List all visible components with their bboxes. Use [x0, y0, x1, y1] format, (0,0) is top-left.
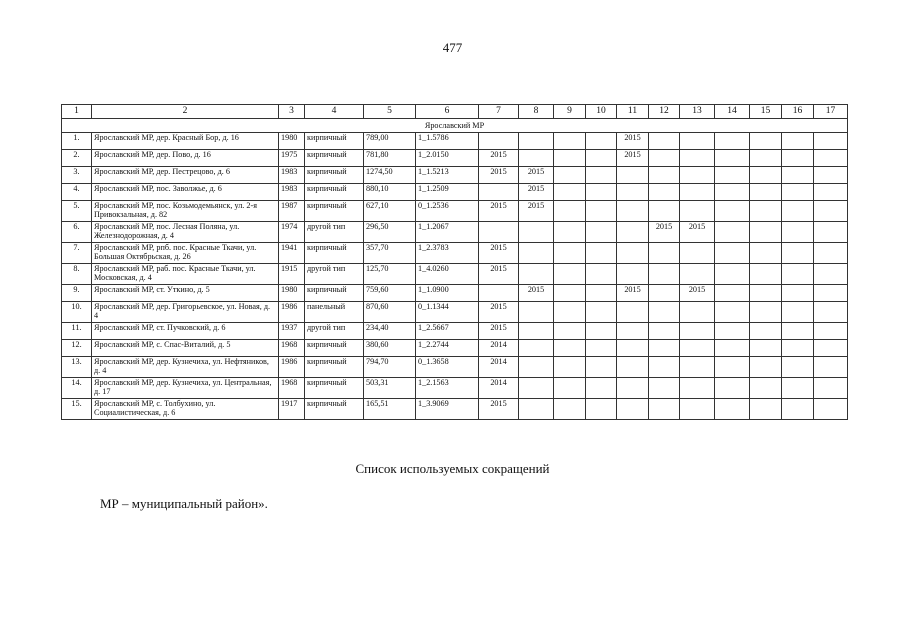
col9-cell [554, 184, 586, 201]
address-cell: Ярославский МР, дер. Пестрецово, д. 6 [92, 167, 279, 184]
col13-cell [680, 378, 715, 399]
col12-cell [649, 264, 680, 285]
col7-cell [479, 133, 519, 150]
col12-cell [649, 201, 680, 222]
material-cell: другой тип [305, 264, 364, 285]
col14-cell [715, 340, 750, 357]
area-cell: 759,60 [364, 285, 416, 302]
col8-cell [519, 302, 554, 323]
col9-cell [554, 150, 586, 167]
col15-cell [750, 243, 782, 264]
col8-cell: 2015 [519, 167, 554, 184]
col11-cell: 2015 [617, 150, 649, 167]
table-row [62, 323, 848, 340]
col8-cell [519, 222, 554, 243]
code-cell: 1_1.2509 [416, 184, 479, 201]
table-body [62, 105, 848, 420]
material-cell: кирпичный [305, 340, 364, 357]
col10-cell [586, 378, 617, 399]
col14-cell [715, 357, 750, 378]
col8-cell: 2015 [519, 184, 554, 201]
year-cell: 1983 [279, 167, 305, 184]
col8-cell [519, 264, 554, 285]
year-cell: 1968 [279, 340, 305, 357]
col14-cell [715, 201, 750, 222]
col9-cell [554, 399, 586, 420]
col17-cell [814, 264, 848, 285]
material-cell: кирпичный [305, 184, 364, 201]
table-row [62, 285, 848, 302]
address-cell: Ярославский МР, дер. Пово, д. 16 [92, 150, 279, 167]
col7-cell: 2015 [479, 323, 519, 340]
col7-cell: 2015 [479, 167, 519, 184]
page-number: 477 [442, 40, 463, 55]
registry-table [61, 104, 848, 420]
col16-cell [782, 184, 814, 201]
col14-cell [715, 378, 750, 399]
col13-cell: 2015 [680, 285, 715, 302]
area-cell: 794,70 [364, 357, 416, 378]
col17-cell [814, 222, 848, 243]
registry-table-wrapper [61, 104, 847, 420]
col7-cell [479, 222, 519, 243]
region-row [62, 119, 848, 133]
col12-cell [649, 184, 680, 201]
col12-cell [649, 340, 680, 357]
col16-cell [782, 357, 814, 378]
address-cell: Ярославский МР, дер. Красный Бор, д. 16 [92, 133, 279, 150]
col9-cell [554, 222, 586, 243]
code-cell: 1_2.2744 [416, 340, 479, 357]
area-cell: 125,70 [364, 264, 416, 285]
code-cell: 0_1.1344 [416, 302, 479, 323]
material-cell: кирпичный [305, 243, 364, 264]
col16-cell [782, 150, 814, 167]
table-row [62, 243, 848, 264]
col7-cell: 2014 [479, 357, 519, 378]
col9-cell [554, 133, 586, 150]
column-header: 9 [554, 105, 586, 119]
col12-cell [649, 302, 680, 323]
year-cell: 1986 [279, 357, 305, 378]
col13-cell [680, 323, 715, 340]
column-header: 15 [750, 105, 782, 119]
col13-cell [680, 243, 715, 264]
material-cell: панельный [305, 302, 364, 323]
material-cell: кирпичный [305, 399, 364, 420]
col11-cell [617, 184, 649, 201]
col15-cell [750, 285, 782, 302]
area-cell: 165,51 [364, 399, 416, 420]
row-number: 1. [62, 133, 92, 150]
col11-cell [617, 357, 649, 378]
col11-cell [617, 340, 649, 357]
col10-cell [586, 357, 617, 378]
area-cell: 503,31 [364, 378, 416, 399]
table-row [62, 184, 848, 201]
col16-cell [782, 201, 814, 222]
col13-cell [680, 150, 715, 167]
col8-cell [519, 133, 554, 150]
col16-cell [782, 378, 814, 399]
col11-cell [617, 378, 649, 399]
col12-cell [649, 243, 680, 264]
address-cell: Ярославский МР, дер. Кузнечиха, ул. Нефтяников, д. 4 [92, 357, 279, 378]
col10-cell [586, 340, 617, 357]
col15-cell [750, 323, 782, 340]
col9-cell [554, 243, 586, 264]
region-label: Ярославский МР [62, 119, 848, 133]
col16-cell [782, 323, 814, 340]
col15-cell [750, 357, 782, 378]
year-cell: 1937 [279, 323, 305, 340]
area-cell: 627,10 [364, 201, 416, 222]
area-cell: 870,60 [364, 302, 416, 323]
col13-cell [680, 302, 715, 323]
code-cell: 1_1.5213 [416, 167, 479, 184]
col15-cell [750, 264, 782, 285]
col7-cell: 2014 [479, 340, 519, 357]
col9-cell [554, 323, 586, 340]
col14-cell [715, 184, 750, 201]
col7-cell: 2015 [479, 264, 519, 285]
col10-cell [586, 323, 617, 340]
col16-cell [782, 222, 814, 243]
col10-cell [586, 285, 617, 302]
table-row [62, 357, 848, 378]
row-number: 8. [62, 264, 92, 285]
col16-cell [782, 302, 814, 323]
code-cell: 0_1.3658 [416, 357, 479, 378]
table-row [62, 201, 848, 222]
col17-cell [814, 323, 848, 340]
row-number: 9. [62, 285, 92, 302]
row-number: 4. [62, 184, 92, 201]
column-header: 12 [649, 105, 680, 119]
col17-cell [814, 167, 848, 184]
address-cell: Ярославский МР, дер. Кузнечиха, ул. Центральная, д. 17 [92, 378, 279, 399]
col7-cell: 2015 [479, 243, 519, 264]
table-row [62, 264, 848, 285]
col12-cell [649, 378, 680, 399]
col16-cell [782, 285, 814, 302]
col14-cell [715, 323, 750, 340]
col10-cell [586, 201, 617, 222]
material-cell: кирпичный [305, 150, 364, 167]
col13-cell [680, 340, 715, 357]
col7-cell: 2014 [479, 378, 519, 399]
col8-cell [519, 399, 554, 420]
col9-cell [554, 285, 586, 302]
code-cell: 0_1.2536 [416, 201, 479, 222]
col13-cell [680, 201, 715, 222]
year-cell: 1983 [279, 184, 305, 201]
code-cell: 1_2.0150 [416, 150, 479, 167]
year-cell: 1987 [279, 201, 305, 222]
col15-cell [750, 167, 782, 184]
col10-cell [586, 133, 617, 150]
area-cell: 880,10 [364, 184, 416, 201]
col9-cell [554, 357, 586, 378]
column-header: 3 [279, 105, 305, 119]
col13-cell: 2015 [680, 222, 715, 243]
area-cell: 380,60 [364, 340, 416, 357]
material-cell: кирпичный [305, 357, 364, 378]
col15-cell [750, 340, 782, 357]
year-cell: 1915 [279, 264, 305, 285]
col15-cell [750, 150, 782, 167]
column-header: 6 [416, 105, 479, 119]
col14-cell [715, 264, 750, 285]
col15-cell [750, 378, 782, 399]
col14-cell [715, 399, 750, 420]
col17-cell [814, 302, 848, 323]
area-cell: 296,50 [364, 222, 416, 243]
col11-cell: 2015 [617, 133, 649, 150]
column-header: 5 [364, 105, 416, 119]
address-cell: Ярославский МР, рпб. пос. Красные Ткачи, ул. Большая Октябрьская, д. 26 [92, 243, 279, 264]
row-number: 11. [62, 323, 92, 340]
col8-cell [519, 243, 554, 264]
column-header: 2 [92, 105, 279, 119]
col11-cell [617, 399, 649, 420]
col8-cell: 2015 [519, 285, 554, 302]
col9-cell [554, 378, 586, 399]
col10-cell [586, 302, 617, 323]
col10-cell [586, 150, 617, 167]
col7-cell: 2015 [479, 201, 519, 222]
year-cell: 1917 [279, 399, 305, 420]
col15-cell [750, 302, 782, 323]
row-number: 5. [62, 201, 92, 222]
code-cell: 1_2.1563 [416, 378, 479, 399]
col15-cell [750, 201, 782, 222]
column-header: 13 [680, 105, 715, 119]
code-cell: 1_2.3783 [416, 243, 479, 264]
code-cell: 1_3.9069 [416, 399, 479, 420]
year-cell: 1980 [279, 285, 305, 302]
col12-cell: 2015 [649, 222, 680, 243]
col11-cell [617, 167, 649, 184]
material-cell: кирпичный [305, 133, 364, 150]
address-cell: Ярославский МР, ст. Уткино, д. 5 [92, 285, 279, 302]
col7-cell: 2015 [479, 302, 519, 323]
col16-cell [782, 264, 814, 285]
col14-cell [715, 222, 750, 243]
area-cell: 1274,50 [364, 167, 416, 184]
address-cell: Ярославский МР, пос. Козьмодемьянск, ул. 2-я Привокзальная, д. 82 [92, 201, 279, 222]
year-cell: 1974 [279, 222, 305, 243]
address-cell: Ярославский МР, с. Спас-Виталий, д. 5 [92, 340, 279, 357]
col17-cell [814, 243, 848, 264]
column-header: 7 [479, 105, 519, 119]
col12-cell [649, 285, 680, 302]
row-number: 2. [62, 150, 92, 167]
row-number: 15. [62, 399, 92, 420]
row-number: 13. [62, 357, 92, 378]
row-number: 14. [62, 378, 92, 399]
col8-cell [519, 340, 554, 357]
col17-cell [814, 150, 848, 167]
col16-cell [782, 167, 814, 184]
col17-cell [814, 201, 848, 222]
col11-cell [617, 222, 649, 243]
col7-cell: 2015 [479, 150, 519, 167]
code-cell: 1_1.5786 [416, 133, 479, 150]
col11-cell [617, 323, 649, 340]
col8-cell [519, 357, 554, 378]
material-cell: кирпичный [305, 201, 364, 222]
year-cell: 1941 [279, 243, 305, 264]
column-header: 4 [305, 105, 364, 119]
col8-cell: 2015 [519, 201, 554, 222]
table-row [62, 133, 848, 150]
address-cell: Ярославский МР, пос. Заволжье, д. 6 [92, 184, 279, 201]
col12-cell [649, 323, 680, 340]
col14-cell [715, 302, 750, 323]
col17-cell [814, 285, 848, 302]
col8-cell [519, 150, 554, 167]
table-row [62, 167, 848, 184]
col16-cell [782, 399, 814, 420]
col14-cell [715, 150, 750, 167]
col9-cell [554, 201, 586, 222]
col10-cell [586, 399, 617, 420]
col10-cell [586, 222, 617, 243]
address-cell: Ярославский МР, дер. Григорьевское, ул. Новая, д. 4 [92, 302, 279, 323]
col7-cell: 2015 [479, 399, 519, 420]
abbreviation-entry: МР – муниципальный район». [100, 496, 268, 511]
table-row [62, 302, 848, 323]
col11-cell [617, 264, 649, 285]
column-header: 1 [62, 105, 92, 119]
col15-cell [750, 222, 782, 243]
year-cell: 1980 [279, 133, 305, 150]
col12-cell [649, 150, 680, 167]
col10-cell [586, 243, 617, 264]
col17-cell [814, 378, 848, 399]
col17-cell [814, 399, 848, 420]
col13-cell [680, 399, 715, 420]
table-row [62, 340, 848, 357]
col14-cell [715, 133, 750, 150]
col14-cell [715, 285, 750, 302]
column-header: 17 [814, 105, 848, 119]
col10-cell [586, 184, 617, 201]
column-header: 14 [715, 105, 750, 119]
col16-cell [782, 340, 814, 357]
col16-cell [782, 243, 814, 264]
material-cell: кирпичный [305, 285, 364, 302]
col9-cell [554, 340, 586, 357]
area-cell: 789,00 [364, 133, 416, 150]
col8-cell [519, 323, 554, 340]
col17-cell [814, 184, 848, 201]
col17-cell [814, 340, 848, 357]
column-header: 10 [586, 105, 617, 119]
col16-cell [782, 133, 814, 150]
table-row [62, 399, 848, 420]
col13-cell [680, 184, 715, 201]
material-cell: кирпичный [305, 167, 364, 184]
col11-cell: 2015 [617, 285, 649, 302]
address-cell: Ярославский МР, пос. Лесная Поляна, ул. Железнодорожная, д. 4 [92, 222, 279, 243]
table-row [62, 222, 848, 243]
year-cell: 1986 [279, 302, 305, 323]
year-cell: 1975 [279, 150, 305, 167]
code-cell: 1_4.0260 [416, 264, 479, 285]
row-number: 7. [62, 243, 92, 264]
col14-cell [715, 243, 750, 264]
material-cell: другой тип [305, 222, 364, 243]
row-number: 3. [62, 167, 92, 184]
col7-cell [479, 285, 519, 302]
col11-cell [617, 302, 649, 323]
code-cell: 1_1.0900 [416, 285, 479, 302]
col10-cell [586, 167, 617, 184]
row-number: 10. [62, 302, 92, 323]
abbreviations-heading: Список используемых сокращений [355, 461, 550, 476]
col17-cell [814, 357, 848, 378]
address-cell: Ярославский МР, с. Толбухино, ул. Социалистическая, д. 6 [92, 399, 279, 420]
table-row [62, 150, 848, 167]
column-header: 8 [519, 105, 554, 119]
year-cell: 1968 [279, 378, 305, 399]
col13-cell [680, 264, 715, 285]
col11-cell [617, 243, 649, 264]
col15-cell [750, 399, 782, 420]
code-cell: 1_1.2067 [416, 222, 479, 243]
col15-cell [750, 184, 782, 201]
area-cell: 234,40 [364, 323, 416, 340]
table-row [62, 378, 848, 399]
column-header: 16 [782, 105, 814, 119]
col13-cell [680, 357, 715, 378]
col13-cell [680, 167, 715, 184]
col9-cell [554, 264, 586, 285]
col10-cell [586, 264, 617, 285]
col11-cell [617, 201, 649, 222]
col8-cell [519, 378, 554, 399]
col12-cell [649, 357, 680, 378]
col12-cell [649, 399, 680, 420]
code-cell: 1_2.5667 [416, 323, 479, 340]
col9-cell [554, 302, 586, 323]
address-cell: Ярославский МР, ст. Пучковский, д. 6 [92, 323, 279, 340]
material-cell: кирпичный [305, 378, 364, 399]
col7-cell [479, 184, 519, 201]
col12-cell [649, 133, 680, 150]
column-header: 11 [617, 105, 649, 119]
col13-cell [680, 133, 715, 150]
table-header-row [62, 105, 848, 119]
col9-cell [554, 167, 586, 184]
col12-cell [649, 167, 680, 184]
area-cell: 781,80 [364, 150, 416, 167]
col14-cell [715, 167, 750, 184]
material-cell: другой тип [305, 323, 364, 340]
address-cell: Ярославский МР, раб. пос. Красные Ткачи, ул. Московская, д. 4 [92, 264, 279, 285]
area-cell: 357,70 [364, 243, 416, 264]
row-number: 6. [62, 222, 92, 243]
row-number: 12. [62, 340, 92, 357]
col15-cell [750, 133, 782, 150]
col17-cell [814, 133, 848, 150]
